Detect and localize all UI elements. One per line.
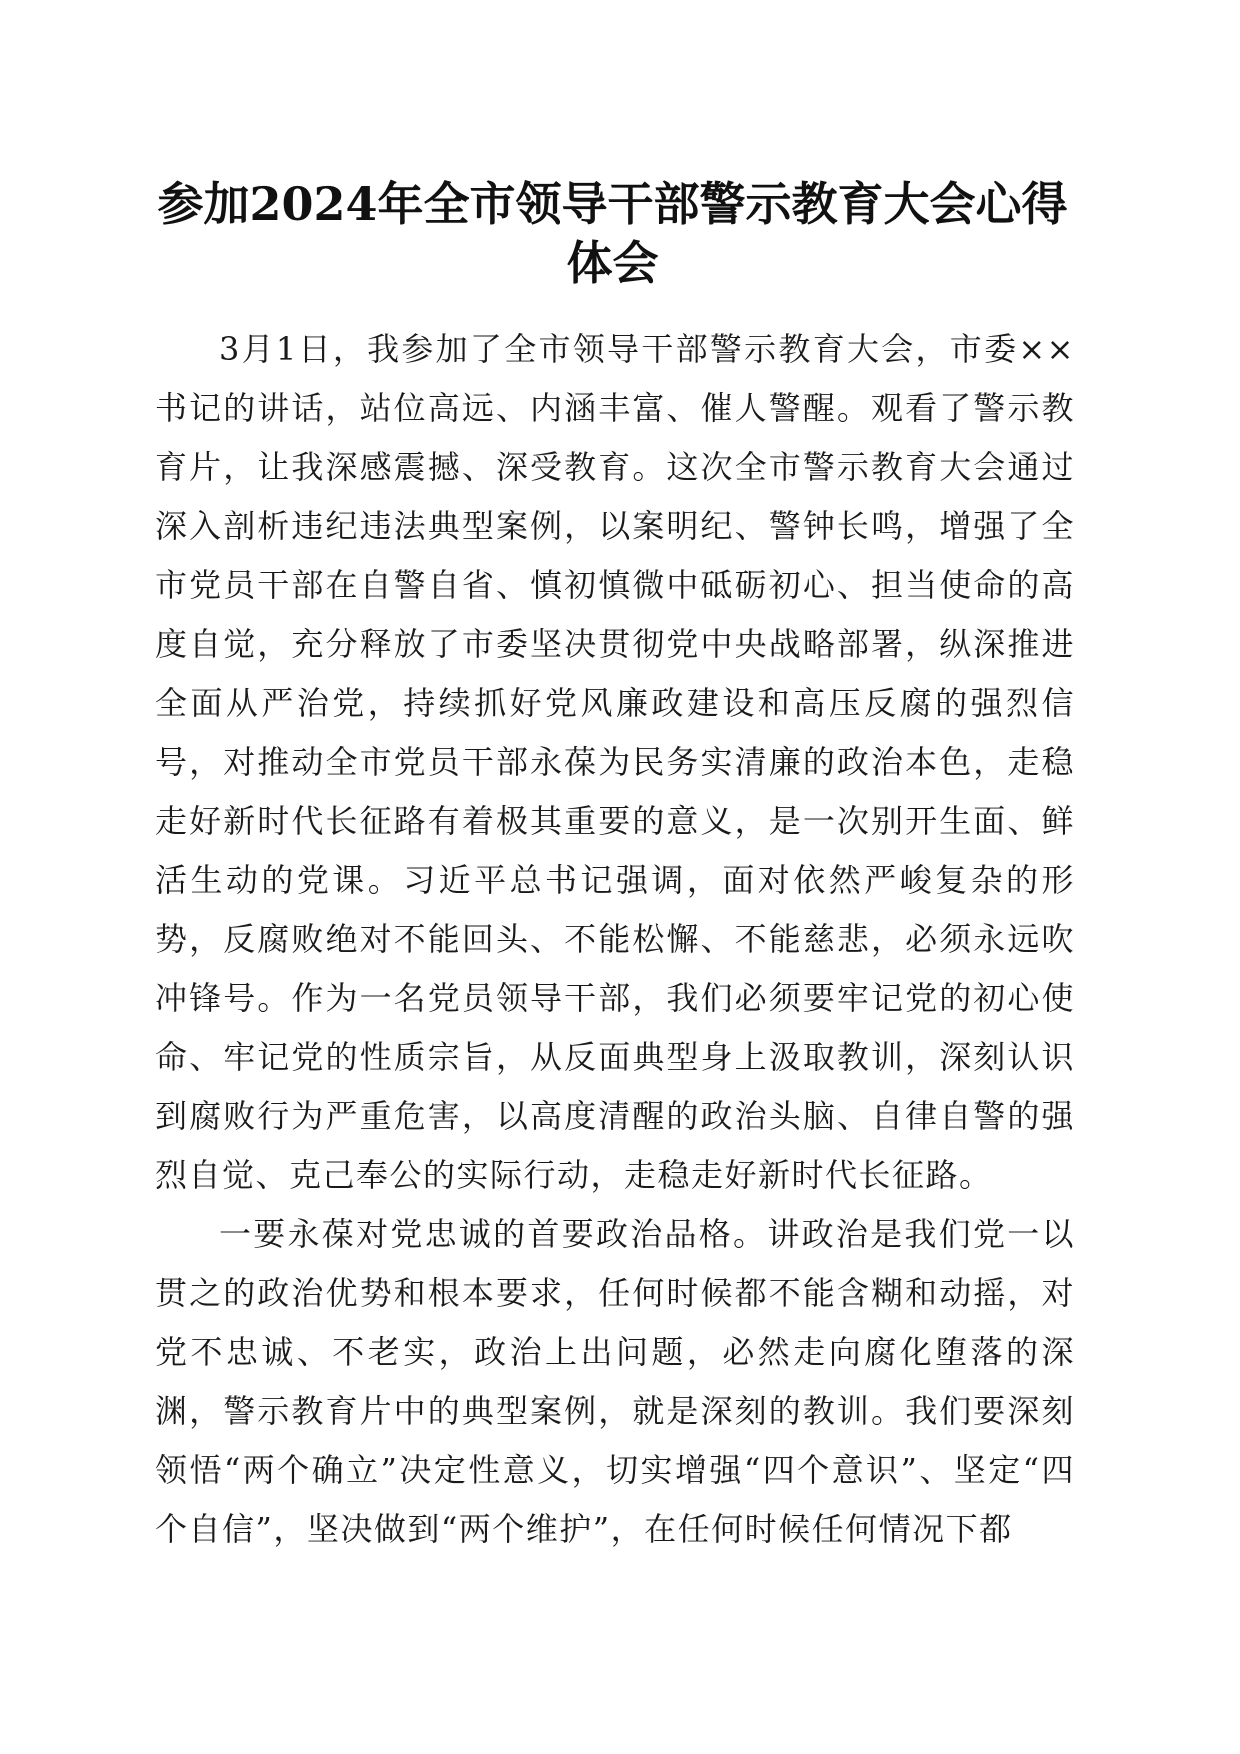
- document-title: 参加2024年全市领导干部警示教育大会心得体会: [157, 177, 1068, 290]
- document-body: [155, 320, 1075, 1559]
- paragraph-intro: 3月1日，我参加了全市领导干部警示教育大会，市委××书记的讲话，站位高远、内涵丰富、催人警醒。观看了警示教育片，让我深感震撼、深受教育。这次全市警示教育大会通过深入剖析违纪违法典型案例，以案明纪、警钟长鸣，增强了全市党员干部在自警自省、慎初慎微中砥砺初心、担当使命的高度自觉，充分释放了市委坚决贯彻党中央战略部署，纵深推进全面从严治党，持续抓好党风廉政建设和高压反腐的强烈信号，对推动全市党员干部永葆为民务实清廉的政治本色，走稳走好新时代长征路有着极其重要的意义，是一次别开生面、鲜活生动的党课。习近平总书记强调，面对依然严峻复杂的形势，反腐败绝对不能回头、不能松懈、不能慈悲，必须永远吹冲锋号。作为一名党员领导干部，我们必须要牢记党的初心使命、牢记党的性质宗旨，从反面典型身上汲取教训，深刻认识到腐败行为严重危害，以高度清醒的政治头脑、自律自警的强烈自觉、克己奉公的实际行动，走稳走好新时代长征路。: [155, 330, 1075, 1194]
- paragraph-point-one: 一要永葆对党忠诚的首要政治品格。讲政治是我们党一以贯之的政治优势和根本要求，任何时候都不能含糊和动摇，对党不忠诚、不老实，政治上出问题，必然走向腐化堕落的深渊，警示教育片中的典型案例，就是深刻的教训。我们要深刻领悟“两个确立”决定性意义，切实增强“四个意识”、坚定“四个自信”，坚决做到“两个维护”，在任何时候任何情况下都: [155, 1215, 1075, 1548]
